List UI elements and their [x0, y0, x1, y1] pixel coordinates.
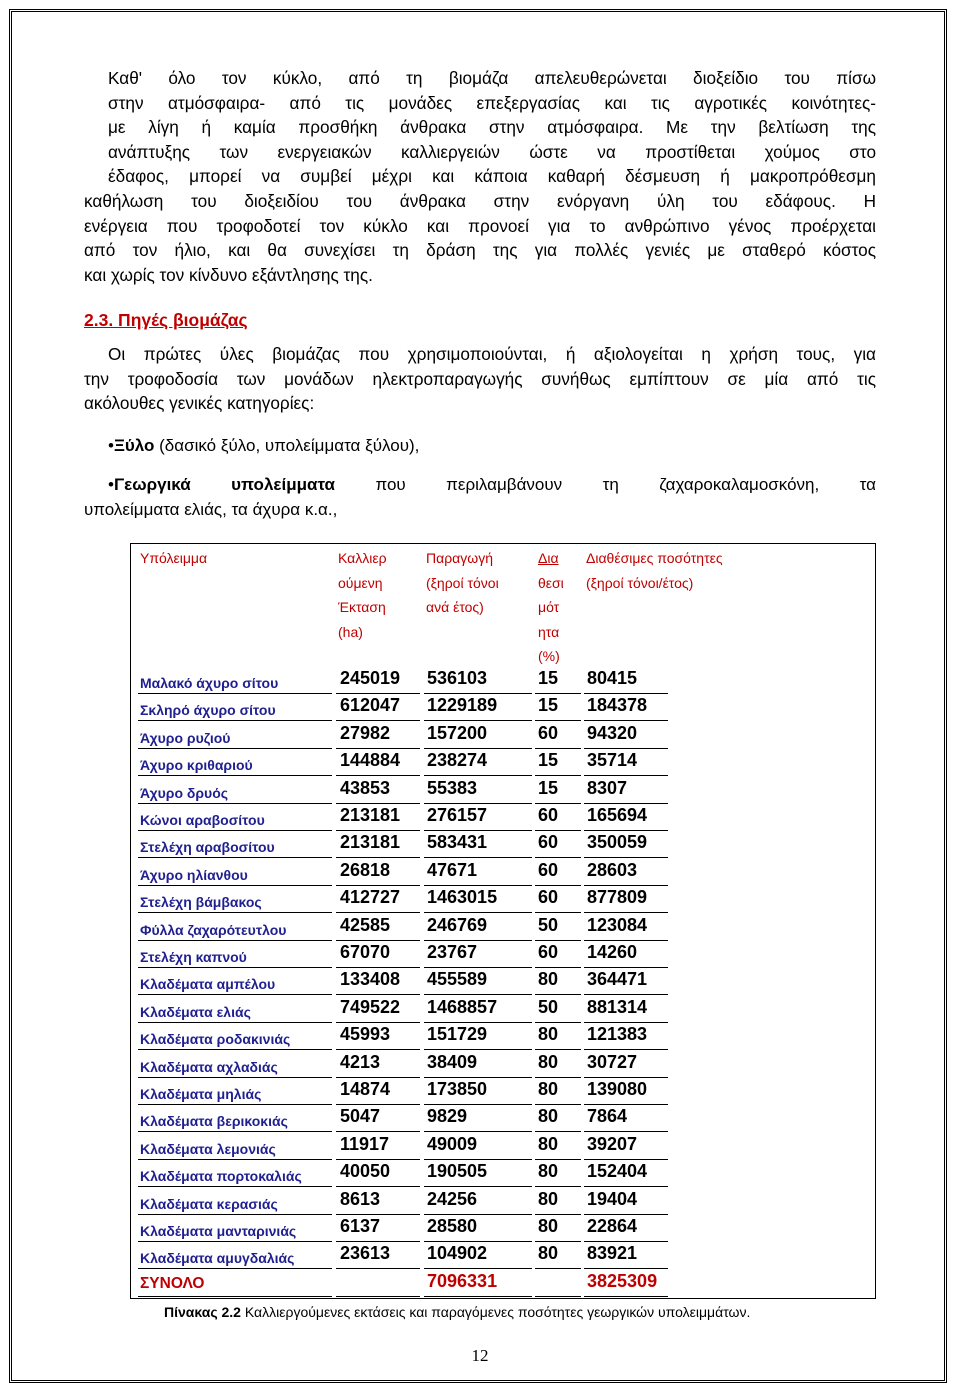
cell-underline: [424, 1214, 532, 1215]
row-value: 190505: [427, 1161, 488, 1182]
row-value: 3825309: [587, 1270, 658, 1291]
cell-underline: [424, 1022, 532, 1023]
row-value: 43853: [340, 777, 391, 798]
cell-underline: [336, 1214, 420, 1215]
cell-underline: [535, 1049, 581, 1050]
cell-underline: [138, 1186, 332, 1187]
cell-underline: [535, 775, 581, 776]
row-label: Σκληρό άχυρο σίτου: [140, 702, 276, 719]
row-value: 7864: [587, 1106, 628, 1127]
row-value: 7096331: [427, 1270, 498, 1291]
row-label: Στελέχη βάμβακος: [140, 894, 262, 911]
text-line: με λίγη ή καμία προσθήκη άνθρακα στην ατμόσφαιρα. Με την βελτίωση της: [108, 117, 876, 138]
cell-underline: [584, 1131, 668, 1132]
row-value: 157200: [427, 722, 488, 743]
cell-underline: [584, 1268, 668, 1269]
row-value: 123084: [587, 914, 648, 935]
row-value: 40050: [340, 1161, 391, 1182]
cell-underline: [138, 830, 332, 831]
row-value: 15: [538, 668, 559, 688]
bullet-bold-term: Γεωργικά υπολείμματα: [113, 475, 336, 494]
row-value: 60: [538, 942, 559, 962]
cell-underline: [336, 994, 420, 995]
text-line: Καθ' όλο τον κύκλο, από τη βιομάζα απελευθερώνεται διοξείδιο του πίσω: [108, 68, 876, 88]
bullet-line: [108, 472, 876, 497]
cell-underline: [535, 748, 581, 749]
cell-underline: [535, 830, 581, 831]
cell-underline: [138, 1214, 332, 1215]
text-line: στην ατμόσφαιρα- από τις μονάδες επεξεργασίας και τις αγροτικές κοινότητες-: [108, 92, 876, 113]
table-row: [138, 832, 698, 859]
row-value: 60: [538, 887, 559, 908]
cell-underline: [336, 1159, 420, 1160]
text-line: από τον ήλιο, και θα συνεχίσει τη δράση της για πολλές γενιές με σταθερό κόστος: [84, 240, 876, 261]
cell-underline: [584, 803, 668, 804]
cell-underline: [535, 1214, 581, 1215]
cell-underline: [424, 1131, 532, 1132]
row-value: 49009: [427, 1133, 478, 1154]
cell-underline: [535, 940, 581, 941]
cell-underline: [424, 1049, 532, 1050]
row-value: 121383: [587, 1024, 648, 1045]
row-value: 23767: [427, 942, 478, 962]
cell-underline: [138, 693, 332, 694]
cell-underline: [138, 940, 332, 941]
cell-underline: [424, 803, 532, 804]
cell-underline: [584, 1077, 668, 1078]
text-line: έδαφος, μπορεί να συμβεί μέχρι και κάποια καθαρή δέσμευση ή μακροπρόθεσμη: [108, 166, 876, 187]
cell-underline: [424, 940, 532, 941]
cell-underline: [535, 994, 581, 995]
row-value: 14874: [340, 1079, 391, 1099]
cell-underline: [336, 967, 420, 968]
row-value: 9829: [427, 1106, 468, 1127]
row-value: 42585: [340, 914, 391, 935]
bullet-marker: •: [108, 475, 114, 494]
row-label: ΣΥΝΟΛΟ: [140, 1274, 205, 1292]
row-value: 80: [538, 1161, 559, 1182]
table-total-row: [138, 1271, 698, 1298]
row-label: Κλαδέματα αχλαδιάς: [140, 1058, 278, 1075]
text-line: Οι πρώτες ύλες βιομάζας που χρησιμοποιούνται, ή αξιολογείται η χρήση τους, για: [108, 344, 876, 364]
cell-underline: [138, 1296, 332, 1297]
row-value: 80: [538, 1216, 559, 1236]
row-value: 60: [538, 722, 559, 743]
cell-underline: [535, 1268, 581, 1269]
cell-underline: [535, 693, 581, 694]
row-value: 11917: [340, 1133, 390, 1154]
cell-underline: [424, 967, 532, 968]
text-line: ενέργεια που τροφοδοτεί τον κύκλο και προνοεί για το ανθρώπινο γένος προέρχεται: [84, 215, 876, 236]
cell-underline: [336, 940, 420, 941]
cell-underline: [424, 775, 532, 776]
row-value: 80: [538, 969, 559, 990]
row-value: 55383: [427, 777, 478, 798]
cell-underline: [535, 912, 581, 913]
cell-underline: [584, 1186, 668, 1187]
row-value: 80: [538, 1051, 559, 1072]
row-value: 213181: [340, 832, 401, 853]
cell-underline: [138, 1131, 332, 1132]
cell-underline: [584, 1022, 668, 1023]
cell-underline: [424, 1241, 532, 1242]
cell-underline: [535, 857, 581, 858]
cell-underline: [424, 720, 532, 721]
row-value: 412727: [340, 887, 401, 908]
cell-underline: [424, 1186, 532, 1187]
row-value: 47671: [427, 859, 478, 880]
paragraph-sources: [84, 342, 876, 416]
row-value: 144884: [340, 750, 401, 771]
row-value: 45993: [340, 1024, 391, 1045]
table-row: [138, 695, 698, 722]
row-value: 455589: [427, 969, 488, 990]
cell-underline: [584, 748, 668, 749]
row-value: 27982: [340, 722, 391, 743]
cell-underline: [535, 1296, 581, 1297]
row-value: 213181: [340, 805, 401, 825]
row-value: 173850: [427, 1079, 488, 1099]
table-row: [138, 778, 698, 805]
row-value: 1229189: [427, 695, 498, 716]
row-value: 26818: [340, 859, 391, 880]
row-value: 877809: [587, 887, 648, 908]
row-label: Κλαδέματα λεμονιάς: [140, 1140, 276, 1157]
row-label: Κλαδέματα αμπέλου: [140, 976, 276, 993]
header-area: Καλλιερ ούμενη Έκταση (ha): [338, 550, 387, 640]
table-row: [138, 805, 698, 832]
row-value: 364471: [587, 969, 648, 990]
cell-underline: [336, 748, 420, 749]
cell-underline: [535, 1077, 581, 1078]
row-value: 133408: [340, 969, 401, 990]
row-value: 350059: [587, 832, 648, 853]
cell-underline: [138, 720, 332, 721]
row-value: 184378: [587, 695, 648, 716]
cell-underline: [336, 1268, 420, 1269]
cell-underline: [584, 1104, 668, 1105]
cell-underline: [138, 748, 332, 749]
row-value: 67070: [340, 942, 391, 962]
row-value: 8307: [587, 777, 628, 798]
bullet-agricultural: [84, 472, 876, 522]
cell-underline: [584, 1159, 668, 1160]
cell-underline: [138, 1077, 332, 1078]
cell-underline: [336, 857, 420, 858]
cell-underline: [424, 885, 532, 886]
table-row: [138, 1106, 698, 1133]
cell-underline: [336, 1296, 420, 1297]
cell-underline: [138, 1022, 332, 1023]
row-value: 28603: [587, 859, 638, 880]
row-value: 139080: [587, 1079, 648, 1099]
cell-underline: [535, 1131, 581, 1132]
row-value: 612047: [340, 695, 401, 716]
cell-underline: [535, 803, 581, 804]
row-value: 39207: [587, 1133, 638, 1154]
row-label: Κλαδέματα ροδακινιάς: [140, 1031, 291, 1048]
row-value: 881314: [587, 996, 648, 1017]
row-label: Κλαδέματα μηλιάς: [140, 1086, 262, 1102]
text-line: ανάπτυξης των ενεργειακών καλλιεργειών ώστε να προστίθεται χούμος στο: [108, 141, 876, 162]
cell-underline: [138, 803, 332, 804]
row-value: 80: [538, 1024, 559, 1045]
table-row: [138, 1189, 698, 1216]
table-row: [138, 1052, 698, 1079]
cell-underline: [138, 1268, 332, 1269]
cell-underline: [424, 912, 532, 913]
cell-underline: [336, 1104, 420, 1105]
table-caption: [164, 1304, 750, 1320]
cell-underline: [336, 693, 420, 694]
row-value: 1468857: [427, 996, 498, 1017]
cell-underline: [336, 1131, 420, 1132]
table-row: [138, 997, 698, 1024]
table-row: [138, 915, 698, 942]
header-quantities: Διαθέσιμες ποσότητες (ξηροί τόνοι/έτος): [586, 550, 723, 591]
cell-underline: [138, 912, 332, 913]
table-row: [138, 750, 698, 777]
cell-underline: [424, 748, 532, 749]
row-label: Στελέχη αραβοσίτου: [140, 839, 275, 856]
row-value: 152404: [587, 1161, 648, 1182]
cell-underline: [336, 1186, 420, 1187]
row-label: Άχυρο ηλίανθου: [140, 866, 248, 883]
row-value: 60: [538, 859, 559, 880]
row-value: 15: [538, 695, 559, 716]
cell-underline: [584, 940, 668, 941]
row-label: Κλαδέματα κερασιάς: [140, 1195, 278, 1212]
row-value: 80: [538, 1133, 559, 1154]
row-value: 8613: [340, 1188, 381, 1209]
row-value: 583431: [427, 832, 488, 853]
cell-underline: [424, 1159, 532, 1160]
bullet-text: (δασικό ξύλο, υπολείμματα ξύλου),: [154, 436, 420, 455]
row-value: 276157: [427, 805, 488, 825]
cell-underline: [535, 1186, 581, 1187]
row-value: 15: [538, 750, 559, 771]
cell-underline: [535, 1022, 581, 1023]
row-value: 19404: [587, 1188, 638, 1209]
row-label: Κλαδέματα βερικοκιάς: [140, 1113, 288, 1130]
table-row: [138, 860, 698, 887]
cell-underline: [584, 994, 668, 995]
row-value: 536103: [427, 668, 488, 688]
cell-underline: [424, 1268, 532, 1269]
cell-underline: [138, 994, 332, 995]
cell-underline: [138, 1241, 332, 1242]
row-label: Στελέχη καπνού: [140, 949, 247, 965]
cell-underline: [584, 1214, 668, 1215]
row-value: 80: [538, 1106, 559, 1127]
page-number: 12: [471, 1346, 489, 1365]
row-label: Φύλλα ζαχαρότευτλου: [140, 921, 287, 938]
cell-underline: [584, 693, 668, 694]
row-value: 1463015: [427, 887, 498, 908]
row-value: 749522: [340, 996, 401, 1017]
cell-underline: [584, 885, 668, 886]
row-value: 60: [538, 805, 559, 825]
cell-underline: [138, 1104, 332, 1105]
row-value: 5047: [340, 1106, 381, 1127]
cell-underline: [424, 994, 532, 995]
row-label: Μαλακό άχυρο σίτου: [140, 675, 279, 691]
section-heading: 2.3. Πηγές βιομάζας: [84, 310, 248, 330]
cell-underline: [424, 830, 532, 831]
bullet-wood: [108, 436, 419, 456]
row-value: 238274: [427, 750, 488, 771]
header-production: Παραγωγή (ξηροί τόνοι ανά έτος): [426, 550, 499, 615]
row-value: 38409: [427, 1051, 478, 1072]
row-value: 60: [538, 832, 559, 853]
cell-underline: [535, 885, 581, 886]
row-value: 104902: [427, 1243, 488, 1264]
row-value: 94320: [587, 722, 638, 743]
cell-underline: [535, 1104, 581, 1105]
table-row: [138, 942, 698, 969]
cell-underline: [535, 720, 581, 721]
row-value: 245019: [340, 668, 401, 688]
table-row: [138, 1161, 698, 1188]
header-residue: Υπόλειμμα: [140, 550, 208, 566]
cell-underline: [138, 1159, 332, 1160]
bullet-line: υπολείμματα ελιάς, τα άχυρα κ.α.,: [84, 500, 338, 519]
cell-underline: [336, 803, 420, 804]
text-line: και χωρίς τον κίνδυνο εξάντλησης της.: [84, 264, 373, 285]
cell-underline: [424, 857, 532, 858]
bullet-bold-term: Ξύλο: [113, 436, 155, 455]
cell-underline: [138, 775, 332, 776]
row-value: 80: [538, 1243, 559, 1264]
table-row: [138, 969, 698, 996]
row-value: 50: [538, 996, 559, 1017]
row-value: 80: [538, 1188, 559, 1209]
cell-underline: [336, 830, 420, 831]
row-value: 15: [538, 777, 559, 798]
paragraph-intro: [84, 66, 876, 287]
row-label: Κλαδέματα μανταρινιάς: [140, 1223, 297, 1239]
text-line: καθήλωση του διοξειδίου του άνθρακα στην ενόργανη ύλη του εδάφους. Η: [84, 190, 876, 211]
cell-underline: [336, 912, 420, 913]
cell-underline: [138, 857, 332, 858]
cell-underline: [336, 1077, 420, 1078]
table-row: [138, 1243, 698, 1270]
bullet-marker: •: [108, 436, 114, 455]
caption-text: Καλλιεργούμενες εκτάσεις και παραγόμενες ποσότητες γεωργικών υπολειμμάτων.: [240, 1304, 751, 1320]
text-line: ακόλουθες γενικές κατηγορίες:: [84, 393, 315, 414]
cell-underline: [584, 1296, 668, 1297]
table-row: [138, 1216, 698, 1243]
table-row: [138, 723, 698, 750]
row-value: 165694: [587, 805, 648, 825]
table-row: [138, 887, 698, 914]
cell-underline: [584, 967, 668, 968]
cell-underline: [424, 1077, 532, 1078]
cell-underline: [584, 1049, 668, 1050]
row-value: 24256: [427, 1188, 478, 1209]
row-label: Άχυρο κριθαριού: [140, 757, 253, 774]
bullet-text: που περιλαμβάνουν τη ζαχαροκαλαμοσκόνη, τα: [335, 475, 876, 494]
text-line: την τροφοδοσία των μονάδων ηλεκτροπαραγωγής συνήθως εμπίπτουν σε μία από τις: [84, 368, 876, 389]
cell-underline: [584, 857, 668, 858]
cell-underline: [424, 1104, 532, 1105]
cell-underline: [336, 775, 420, 776]
row-value: 35714: [587, 750, 638, 771]
cell-underline: [535, 1159, 581, 1160]
header-availability: Δια θεσι μότ ητα (%): [538, 550, 564, 664]
row-value: 14260: [587, 942, 638, 962]
cell-underline: [584, 720, 668, 721]
row-value: 28580: [427, 1216, 478, 1236]
row-label: Κλαδέματα πορτοκαλιάς: [140, 1168, 302, 1185]
table-row: [138, 1134, 698, 1161]
cell-underline: [584, 912, 668, 913]
row-label: Κλαδέματα ελιάς: [140, 1003, 251, 1020]
row-value: 246769: [427, 914, 488, 935]
cell-underline: [138, 885, 332, 886]
cell-underline: [424, 693, 532, 694]
row-label: Κλαδέματα αμυγδαλιάς: [140, 1250, 295, 1267]
table-row: [138, 668, 698, 695]
cell-underline: [584, 830, 668, 831]
cell-underline: [336, 1049, 420, 1050]
table-row: [138, 1024, 698, 1051]
row-value: 151729: [427, 1024, 488, 1045]
cell-underline: [535, 967, 581, 968]
row-value: 80415: [587, 668, 638, 688]
row-value: 23613: [340, 1243, 391, 1264]
row-value: 30727: [587, 1051, 638, 1072]
row-value: 80: [538, 1079, 559, 1099]
row-label: Άχυρο ρυζιού: [140, 729, 231, 746]
row-value: 22864: [587, 1216, 638, 1236]
cell-underline: [535, 1241, 581, 1242]
cell-underline: [336, 720, 420, 721]
row-label: Άχυρο δρυός: [140, 784, 229, 801]
cell-underline: [336, 885, 420, 886]
cell-underline: [424, 1296, 532, 1297]
cell-underline: [138, 967, 332, 968]
caption-label: Πίνακας 2.2: [164, 1304, 241, 1320]
row-value: 4213: [340, 1051, 381, 1072]
row-label: Κώνοι αραβοσίτου: [140, 812, 265, 828]
row-value: 50: [538, 914, 559, 935]
cell-underline: [584, 1241, 668, 1242]
row-value: 6137: [340, 1216, 381, 1236]
cell-underline: [138, 1049, 332, 1050]
table-row: [138, 1079, 698, 1106]
cell-underline: [336, 1022, 420, 1023]
row-value: 83921: [587, 1243, 638, 1264]
cell-underline: [336, 1241, 420, 1242]
cell-underline: [584, 775, 668, 776]
